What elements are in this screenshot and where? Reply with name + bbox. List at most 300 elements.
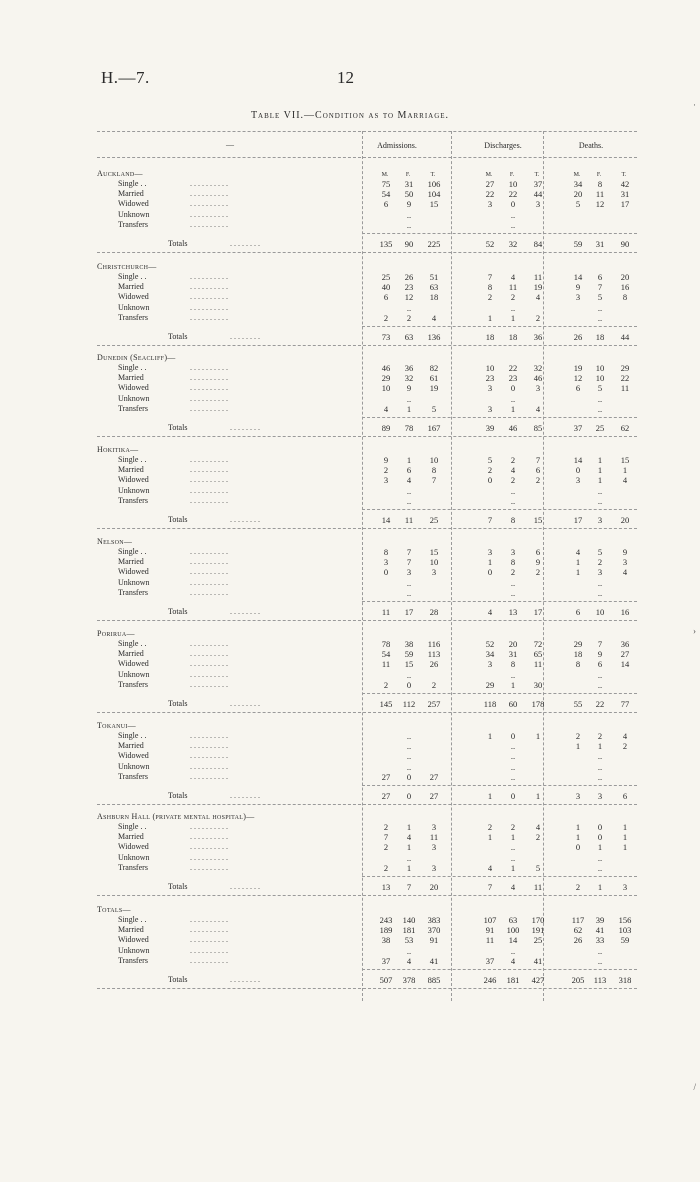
table-cell: ..	[510, 751, 516, 762]
table-cell: 41	[429, 955, 439, 966]
table-cell: 1	[622, 822, 628, 832]
table-cell: 7	[406, 547, 412, 557]
table-cell: 1	[622, 465, 628, 476]
table-cell: 11	[533, 272, 543, 282]
table-cell: 14	[573, 455, 583, 465]
margin-mark: ·	[693, 100, 696, 110]
table-cell: 26	[429, 659, 439, 670]
table-cell: 12	[595, 199, 605, 210]
totals-cell: 60	[508, 699, 518, 709]
table-cell: ..	[406, 761, 412, 772]
table-cell: 23	[485, 373, 495, 384]
institution-heading: Nelson—	[97, 537, 133, 546]
table-cell: 19	[533, 282, 543, 293]
table-cell: 5	[487, 455, 493, 465]
totals-label: Totals	[168, 423, 188, 432]
dot-leaders: . . . . . . . . . .	[190, 669, 228, 679]
table-cell: 31	[404, 179, 414, 189]
totals-cell: 13	[381, 882, 391, 892]
table-cell: 1	[487, 557, 493, 568]
table-cell: 4	[487, 862, 493, 873]
totals-cell: 78	[404, 423, 414, 433]
table-cell: 1	[622, 842, 628, 853]
table-cell: 3	[487, 659, 493, 670]
table-cell: 3	[597, 567, 603, 578]
table-cell: 2	[383, 842, 389, 853]
table-cell: 4	[406, 832, 412, 843]
row-label: Married	[118, 282, 144, 292]
table-cell: 20	[508, 639, 518, 649]
table-cell: ..	[597, 751, 603, 762]
table-cell: 3	[431, 567, 437, 578]
table-cell: 10	[508, 179, 518, 189]
totals-cell: 1	[597, 882, 603, 892]
totals-cell: 427	[531, 975, 545, 985]
row-label: Married	[118, 925, 144, 935]
table-cell: 2	[487, 292, 493, 303]
table-cell: 5	[597, 383, 603, 394]
table-cell: 15	[404, 659, 414, 670]
totals-cell: 36	[533, 332, 543, 342]
row-label: Single . .	[118, 639, 147, 648]
table-cell: 11	[620, 383, 630, 394]
margin-mark: /	[693, 1082, 696, 1092]
row-label: Unknown	[118, 485, 150, 495]
table-cell: ..	[406, 577, 412, 588]
column-group-header: Discharges.	[484, 141, 522, 150]
dot-leaders: . . . . . . . . . .	[190, 557, 228, 567]
margin-mark: ›	[693, 626, 696, 636]
table-cell: 8	[383, 547, 389, 557]
table-cell: 7	[383, 832, 389, 843]
table-cell: 113	[427, 649, 441, 660]
table-cell: 1	[597, 465, 603, 476]
totals-cell: 63	[404, 332, 414, 342]
row-label: Widowed	[118, 475, 149, 485]
table-cell: 11	[508, 282, 518, 293]
totals-cell: 90	[404, 239, 414, 249]
table-cell: 191	[531, 925, 545, 936]
table-cell: ..	[510, 852, 516, 863]
table-cell: ..	[597, 771, 603, 782]
table-cell: 8	[487, 282, 493, 293]
table-cell: 1	[597, 842, 603, 853]
table-cell: ..	[406, 302, 412, 313]
column-group-header: Admissions.	[377, 141, 417, 150]
table-cell: ..	[406, 669, 412, 680]
table-cell: 7	[597, 282, 603, 293]
dot-leaders: . . . . . . . . . .	[190, 771, 228, 781]
section-bottom-rule	[97, 252, 637, 253]
dot-leaders: . . . . . . . . . .	[190, 209, 228, 219]
section-bottom-rule	[97, 620, 637, 621]
column-subheader: M.	[573, 172, 581, 178]
table-cell: 75	[381, 179, 391, 189]
row-label: Widowed	[118, 292, 149, 302]
table-cell: 3	[535, 383, 541, 394]
table-cell: ..	[597, 312, 603, 323]
row-label: Widowed	[118, 383, 149, 393]
dot-leaders: . . . . . . . . . .	[190, 852, 228, 862]
table-cell: ..	[510, 771, 516, 782]
section-bottom-rule	[97, 988, 637, 989]
row-label: Unknown	[118, 302, 150, 312]
totals-cell: 10	[595, 607, 605, 617]
table-cell: 243	[379, 915, 393, 925]
dot-leaders: . . . . . . . .	[230, 515, 260, 524]
totals-cell: 14	[381, 515, 391, 525]
table-cell: ..	[597, 495, 603, 506]
table-cell: 41	[595, 925, 605, 936]
table-cell: 6	[383, 292, 389, 303]
table-cell: 12	[573, 373, 583, 384]
row-label: Unknown	[118, 945, 150, 955]
table-cell: ..	[597, 577, 603, 588]
table-cell: ..	[597, 761, 603, 772]
table-cell: 383	[427, 915, 441, 925]
table-cell: 6	[535, 465, 541, 476]
totals-cell: 90	[620, 239, 630, 249]
table-cell: 8	[510, 659, 516, 670]
table-cell: 9	[383, 455, 389, 465]
table-cell: 1	[575, 832, 581, 843]
table-cell: 14	[573, 272, 583, 282]
totals-cell: 113	[593, 975, 607, 985]
column-subheader: F.	[509, 172, 515, 178]
table-cell: 62	[573, 925, 583, 936]
table-cell: 15	[429, 199, 439, 210]
table-cell: 189	[379, 925, 393, 936]
table-cell: 10	[429, 557, 439, 568]
institution-heading: Ashburn Hall (private mental hospital)—	[97, 812, 255, 821]
dot-leaders: . . . . . . . .	[230, 423, 260, 432]
table-cell: 4	[535, 292, 541, 303]
totals-cell: 26	[573, 332, 583, 342]
table-cell: 7	[487, 272, 493, 282]
table-cell: 2	[535, 567, 541, 578]
table-cell: ..	[597, 587, 603, 598]
table-cell: 4	[510, 465, 516, 476]
table-cell: 72	[533, 639, 543, 649]
table-cell: 2	[597, 557, 603, 568]
dot-leaders: . . . . . . . . . .	[190, 455, 228, 464]
row-label: Married	[118, 649, 144, 659]
dot-leaders: . . . . . . . . . .	[190, 363, 228, 372]
totals-cell: 4	[510, 882, 516, 892]
table-cell: 8	[575, 659, 581, 670]
table-cell: 31	[620, 189, 630, 200]
table-cell: 14	[508, 935, 518, 946]
table-cell: 3	[487, 199, 493, 210]
totals-cell: 0	[406, 791, 412, 801]
table-cell: 4	[510, 955, 516, 966]
table-cell: 19	[573, 363, 583, 373]
table-cell: 0	[575, 465, 581, 476]
table-cell: 4	[622, 731, 628, 741]
table-cell: 0	[383, 567, 389, 578]
table-cell: 2	[383, 312, 389, 323]
dot-leaders: . . . . . . . . . .	[190, 822, 228, 831]
totals-rule	[362, 509, 637, 510]
table-cell: 19	[429, 383, 439, 394]
section-bottom-rule	[97, 895, 637, 896]
table-cell: 6	[535, 547, 541, 557]
dot-leaders: . . . . . . . . . .	[190, 179, 228, 188]
totals-cell: 8	[510, 515, 516, 525]
totals-cell: 167	[427, 423, 441, 433]
table-cell: 32	[404, 373, 414, 384]
table-cell: 3	[575, 292, 581, 303]
dot-leaders: . . . . . . . . . .	[190, 272, 228, 281]
dot-leaders: . . . . . . . . . .	[190, 292, 228, 302]
table-cell: 17	[620, 199, 630, 210]
totals-cell: 73	[381, 332, 391, 342]
totals-cell: 17	[404, 607, 414, 617]
totals-cell: 44	[620, 332, 630, 342]
table-cell: 9	[622, 547, 628, 557]
row-label: Single . .	[118, 179, 147, 188]
column-subheader: T.	[534, 172, 540, 178]
table-cell: ..	[597, 852, 603, 863]
dot-leaders: . . . . . . . . . .	[190, 741, 228, 751]
table-cell: 78	[381, 639, 391, 649]
table-cell: 37	[533, 179, 543, 189]
row-label: Married	[118, 832, 144, 842]
dot-leaders: . . . . . . . . . .	[190, 485, 228, 495]
totals-cell: 6	[622, 791, 628, 801]
section-bottom-rule	[97, 712, 637, 713]
table-cell: 51	[429, 272, 439, 282]
table-cell: 9	[597, 649, 603, 660]
table-cell: ..	[597, 485, 603, 496]
table-cell: 3	[487, 383, 493, 394]
totals-cell: 18	[485, 332, 495, 342]
table-cell: 38	[404, 639, 414, 649]
dot-leaders: . . . . . . . . . .	[190, 547, 228, 556]
totals-rule	[362, 233, 637, 234]
table-cell: 34	[485, 649, 495, 660]
row-label: Transfers	[118, 679, 148, 689]
table-cell: ..	[406, 945, 412, 956]
table-cell: 11	[429, 832, 439, 843]
institution-heading: Porirua—	[97, 629, 135, 638]
table-cell: 4	[510, 272, 516, 282]
dot-leaders: . . . . . . . . . .	[190, 935, 228, 945]
section-bottom-rule	[97, 528, 637, 529]
table-cell: 6	[575, 383, 581, 394]
table-cell: 63	[508, 915, 518, 925]
dot-leaders: . . . . . . . . . .	[190, 302, 228, 312]
table-cell: 9	[575, 282, 581, 293]
table-cell: 2	[622, 741, 628, 752]
totals-rule	[362, 601, 637, 602]
table-cell: 3	[431, 862, 437, 873]
totals-cell: 20	[429, 882, 439, 892]
row-label: Unknown	[118, 577, 150, 587]
totals-cell: 22	[595, 699, 605, 709]
row-label: Single . .	[118, 822, 147, 831]
totals-cell: 18	[508, 332, 518, 342]
institution-heading: Hokitika—	[97, 445, 139, 454]
row-label: Single . .	[118, 455, 147, 464]
totals-cell: 225	[427, 239, 441, 249]
table-cell: 116	[427, 639, 441, 649]
totals-cell: 507	[379, 975, 393, 985]
dot-leaders: . . . . . . . . . .	[190, 761, 228, 771]
row-label: Widowed	[118, 567, 149, 577]
table-cell: 38	[381, 935, 391, 946]
table-cell: 10	[595, 363, 605, 373]
table-cell: 2	[535, 832, 541, 843]
table-cell: ..	[597, 393, 603, 404]
row-label: Transfers	[118, 587, 148, 597]
dot-leaders: . . . . . . . . . .	[190, 383, 228, 393]
table-cell: 54	[381, 649, 391, 660]
table-cell: ..	[510, 577, 516, 588]
table-cell: 8	[431, 465, 437, 476]
totals-cell: 246	[483, 975, 497, 985]
totals-label: Totals	[168, 882, 188, 891]
dot-leaders: . . . . . . . . . .	[190, 587, 228, 597]
totals-cell: 52	[485, 239, 495, 249]
totals-cell: 16	[620, 607, 630, 617]
table-cell: 61	[429, 373, 439, 384]
table-cell: ..	[597, 679, 603, 690]
totals-cell: 112	[402, 699, 416, 709]
totals-label: Totals	[168, 515, 188, 524]
totals-cell: 7	[487, 515, 493, 525]
table-cell: ..	[406, 495, 412, 506]
table-cell: 3	[510, 547, 516, 557]
row-label: Widowed	[118, 659, 149, 669]
totals-cell: 318	[618, 975, 632, 985]
table-cell: 370	[427, 925, 441, 936]
row-label: Single . .	[118, 547, 147, 556]
table-cell: ..	[406, 852, 412, 863]
table-cell: 33	[595, 935, 605, 946]
column-group-header: Deaths.	[578, 141, 604, 150]
table-cell: 29	[573, 639, 583, 649]
dot-leaders: . . . . . . . .	[230, 975, 260, 984]
table-cell: 1	[510, 832, 516, 843]
totals-cell: 7	[406, 882, 412, 892]
table-cell: 3	[535, 199, 541, 210]
table-cell: 4	[406, 955, 412, 966]
table-cell: 12	[404, 292, 414, 303]
table-cell: 8	[510, 557, 516, 568]
table-cell: 39	[595, 915, 605, 925]
dot-leaders: . . . . . . . .	[230, 607, 260, 616]
table-cell: 29	[381, 373, 391, 384]
column-subheader: M.	[485, 172, 493, 178]
table-cell: 30	[533, 679, 543, 690]
table-cell: 32	[533, 363, 543, 373]
table-cell: 5	[597, 292, 603, 303]
table-cell: ..	[510, 209, 516, 220]
totals-cell: 39	[485, 423, 495, 433]
section-bottom-rule	[97, 804, 637, 805]
table-cell: 4	[383, 403, 389, 414]
table-cell: 2	[487, 465, 493, 476]
table-cell: 1	[510, 862, 516, 873]
row-label: Unknown	[118, 761, 150, 771]
totals-cell: 62	[620, 423, 630, 433]
dot-leaders: . . . . . . . . . .	[190, 955, 228, 965]
table-cell: ..	[406, 731, 412, 741]
table-cell: 9	[406, 383, 412, 394]
totals-rule	[362, 693, 637, 694]
table-cell: 46	[381, 363, 391, 373]
table-cell: 91	[429, 935, 439, 946]
table-cell: 20	[573, 189, 583, 200]
table-cell: 15	[620, 455, 630, 465]
totals-cell: 4	[487, 607, 493, 617]
table-cell: 2	[383, 862, 389, 873]
table-top-rule	[97, 131, 637, 132]
table-cell: 170	[531, 915, 545, 925]
totals-cell: 77	[620, 699, 630, 709]
table-cell: 103	[618, 925, 632, 936]
table-cell: 3	[487, 547, 493, 557]
table-cell: 3	[431, 842, 437, 853]
table-cell: 1	[510, 403, 516, 414]
institution-heading: Dunedin (Seacliff)—	[97, 353, 176, 362]
table-cell: 53	[404, 935, 414, 946]
table-cell: 18	[573, 649, 583, 660]
table-cell: 10	[429, 455, 439, 465]
table-cell: 1	[406, 862, 412, 873]
table-cell: 2	[431, 679, 437, 690]
table-cell: 104	[427, 189, 441, 200]
table-cell: 54	[381, 189, 391, 200]
table-cell: ..	[597, 945, 603, 956]
row-label: Widowed	[118, 751, 149, 761]
table-cell: ..	[597, 862, 603, 873]
totals-cell: 17	[533, 607, 543, 617]
row-label: Unknown	[118, 393, 150, 403]
dot-leaders: . . . . . . . . . .	[190, 393, 228, 403]
table-cell: 2	[597, 731, 603, 741]
totals-cell: 3	[575, 791, 581, 801]
table-cell: 4	[535, 403, 541, 414]
table-cell: 2	[510, 475, 516, 486]
table-cell: 27	[381, 771, 391, 782]
table-cell: 6	[406, 465, 412, 476]
table-cell: ..	[597, 955, 603, 966]
row-label: Transfers	[118, 862, 148, 872]
totals-cell: 37	[573, 423, 583, 433]
table-cell: 31	[508, 649, 518, 660]
table-cell: 0	[487, 567, 493, 578]
row-label: Transfers	[118, 403, 148, 413]
table-cell: ..	[406, 587, 412, 598]
table-cell: 0	[575, 842, 581, 853]
table-cell: 1	[597, 475, 603, 486]
table-cell: 1	[487, 832, 493, 843]
table-cell: 16	[620, 282, 630, 293]
dot-leaders: . . . . . . . . . .	[190, 649, 228, 659]
totals-cell: 118	[483, 699, 497, 709]
table-cell: ..	[510, 485, 516, 496]
table-cell: 23	[404, 282, 414, 293]
totals-cell: 27	[381, 791, 391, 801]
table-cell: 27	[429, 771, 439, 782]
column-subheader: T.	[621, 172, 627, 178]
table-cell: 2	[575, 731, 581, 741]
totals-cell: 31	[595, 239, 605, 249]
blank-column-header: —	[226, 140, 234, 149]
table-cell: 0	[597, 832, 603, 843]
